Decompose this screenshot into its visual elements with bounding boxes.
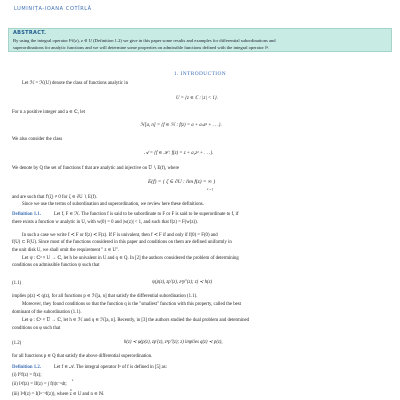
list-item: (ii) I¹f(z) = If(z) = ∫ f(t)t⁻¹dt; <box>12 382 67 387</box>
body-text: conditions on admissible function ψ such that <box>12 263 100 268</box>
body-text: We also consider the class <box>12 137 63 142</box>
equation: ℋ[a, n] = {f ∈ ℋ : f(z) = a + aₙzⁿ + . . .}. <box>140 123 222 128</box>
equation: U = {z ∈ ℂ : |z| < 1}. <box>176 96 218 101</box>
equation: E(f) = { ζ ∈ ∂U : lim f(z) = ∞ } <box>148 179 216 185</box>
body-text: Since we use the terms of subordination and superordination, we review here these definitions. <box>22 202 204 207</box>
body-text: Let ℋ = ℋ(U) denote the class of functions analytic in <box>22 81 128 86</box>
equation: h(z) ≺ φ(p(z), zp′(z), z²p″(z); z) implies q(z) ≺ p(z), <box>124 340 223 345</box>
running-header-author: LUMINIȚA-IOANA COTÎRLĂ <box>14 6 92 12</box>
body-text: dominant of the subordination (1.1). <box>12 310 82 315</box>
body-text: f(U) ⊂ F(U). Since most of the functions considered in this paper and conditions on them are defined uniformly in <box>12 240 232 245</box>
equation: ψ(p(z), zp′(z), z²p″(z); z) ≺ h(z) <box>152 280 213 285</box>
body-text: there exists a function w analytic in U, with w(0) = 0 and |w(z)| < 1, and such that f(z) = F(w(z)). <box>12 220 198 225</box>
body-text: Let f ∈ 𝒜. The integral operator Iⁿ of f is defined in [5] as: <box>54 365 168 370</box>
body-text: Let φ : ℂ³ × U̅ → ℂ, let h ∈ ℋ and q ∈ ℋ[a, n]. Recently, in [3] the authors studied the dual problem and determined <box>22 318 250 323</box>
equation-number: (1.2) <box>12 341 22 346</box>
body-text: Let ψ : ℂ³ × U → ℂ, let h be univalent in U and q ∈ Q. In [2] the authors considered the problem of determining <box>22 256 239 261</box>
integral-lower-limit: 0 <box>70 388 72 392</box>
equation-number: (1.1) <box>12 281 22 286</box>
body-text: We denote by Q the set of functions f that are analytic and injective on U̅ ∖ E(f), where <box>12 166 180 171</box>
definition-label: Definition 1.2. <box>12 365 41 370</box>
body-text: conditions on φ such that <box>12 326 61 331</box>
equation: 𝒜 = {f ∈ ℋ : f(z) = z + a₂z² + . . .}. <box>144 151 214 156</box>
equation-limit-subscript: z→ζ <box>207 187 214 191</box>
body-text: Moreover, they found conditions so that the function q is the "smallest" function with this property, called the best <box>22 302 241 307</box>
body-text: Let f, F ∈ ℋ. The function f is said to be subordinate to F or F is said to be superordinate to f, if <box>54 212 239 217</box>
definition-label: Definition 1.1. <box>12 212 41 217</box>
body-text: the unit disk U, we shall omit the requirement " z ∈ U". <box>12 248 120 253</box>
abstract-text-line: superordinations for analytic functions and we will determine some properties on admissible functions defined with the integral operator Iⁿ. <box>13 45 270 50</box>
integral-upper-limit: z <box>72 378 74 382</box>
body-text: In such a case we write f ≺ F or f(z) ≺ F(z). If F is univalent, then f ≺ F if and only if f(0) = F(0) and <box>22 233 218 238</box>
abstract-text-line: By using the integral operator Iⁿf(z), z ∈ U (Definition 1.2) we give in this paper some results and examples for differential subordinations and <box>13 38 276 43</box>
abstract-title: ABSTRACT. <box>13 30 47 36</box>
abstract-box <box>8 28 392 52</box>
list-item: (iii) Iⁿf(z) = I(Iⁿ⁻¹f(z)), where z ∈ U and n ∈ ℕ. <box>12 392 105 397</box>
body-text: For n a positive integer and a ∈ ℂ, let <box>12 110 85 115</box>
body-text: and are such that f′(ζ) ≠ 0 for ζ ∈ ∂U ∖ E(f). <box>12 195 97 200</box>
body-text: for all functions p ∈ Q that satisfy the above differential superordination. <box>12 354 153 359</box>
list-item: (i) I⁰f(z) = f(z); <box>12 373 42 378</box>
section-title: 1. INTRODUCTION <box>173 71 227 77</box>
body-text: implies p(z) ≺ q(z), for all functions p ∈ ℋ[a, n] that satisfy the differential subordination (1.1). <box>12 294 198 299</box>
